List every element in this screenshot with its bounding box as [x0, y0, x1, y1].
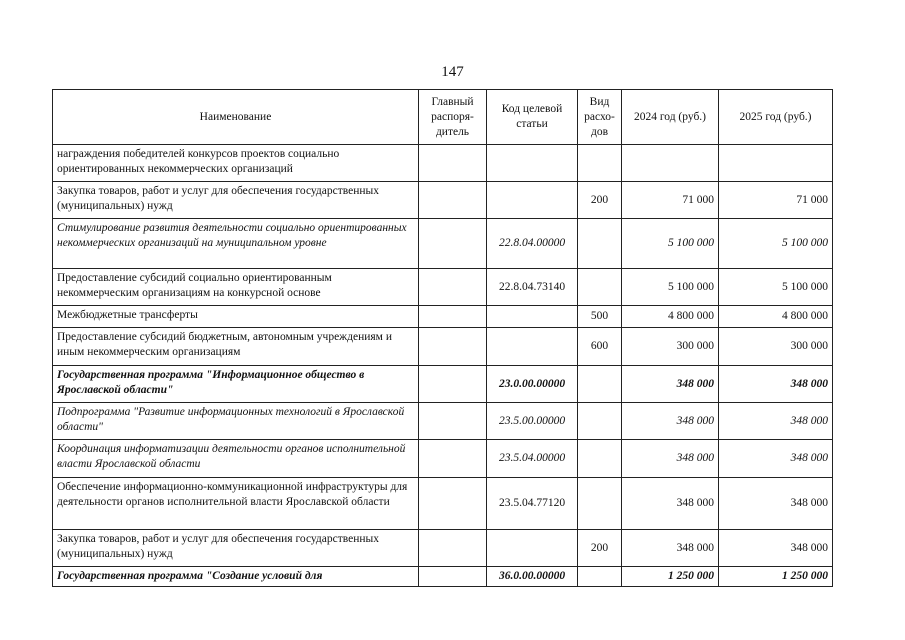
cell-2024: 348 000 [622, 366, 719, 403]
cell-target-code [487, 530, 578, 567]
cell-target-code: 36.0.00.00000 [487, 567, 578, 587]
cell-2025: 348 000 [719, 440, 833, 478]
cell-expense-type: 600 [578, 328, 622, 366]
header-2024: 2024 год (руб.) [622, 90, 719, 145]
cell-main-manager [419, 328, 487, 366]
cell-target-code: 23.0.00.00000 [487, 366, 578, 403]
cell-expense-type [578, 567, 622, 587]
cell-expense-type: 200 [578, 530, 622, 567]
cell-expense-type: 200 [578, 182, 622, 219]
table-row [53, 219, 833, 269]
cell-2025: 300 000 [719, 328, 833, 366]
cell-2025: 348 000 [719, 530, 833, 567]
table-row [53, 269, 833, 306]
cell-2024: 5 100 000 [622, 269, 719, 306]
budget-table [52, 89, 833, 587]
cell-2024: 1 250 000 [622, 567, 719, 587]
cell-main-manager [419, 366, 487, 403]
page-number: 147 [441, 64, 464, 80]
header-target-code: Код целевой статьи [487, 90, 578, 145]
table-row [53, 306, 833, 328]
cell-expense-type [578, 269, 622, 306]
cell-target-code: 23.5.04.00000 [487, 440, 578, 478]
table-row [53, 530, 833, 567]
cell-expense-type [578, 440, 622, 478]
cell-2025: 348 000 [719, 366, 833, 403]
cell-2025: 5 100 000 [719, 219, 833, 269]
cell-name: Межбюджетные трансферты [53, 306, 419, 328]
cell-main-manager [419, 219, 487, 269]
header-2025: 2025 год (руб.) [719, 90, 833, 145]
cell-main-manager [419, 567, 487, 587]
cell-expense-type [578, 366, 622, 403]
table-row [53, 440, 833, 478]
cell-2024: 348 000 [622, 440, 719, 478]
cell-target-code: 22.8.04.00000 [487, 219, 578, 269]
cell-2024: 348 000 [622, 403, 719, 440]
cell-2024: 348 000 [622, 478, 719, 530]
cell-main-manager [419, 478, 487, 530]
table-row [53, 182, 833, 219]
cell-target-code [487, 145, 578, 182]
cell-main-manager [419, 269, 487, 306]
cell-name: Предоставление субсидий бюджетным, автономным учреждениям и иным некоммерческим организациям [53, 328, 419, 366]
cell-target-code: 23.5.04.77120 [487, 478, 578, 530]
cell-2024: 5 100 000 [622, 219, 719, 269]
cell-name: Государственная программа "Создание условий для [53, 567, 419, 587]
cell-2025: 71 000 [719, 182, 833, 219]
table-row [53, 328, 833, 366]
header-main-manager: Главный распоря- дитель [419, 90, 487, 145]
cell-name: Закупка товаров, работ и услуг для обеспечения государственных (муниципальных) нужд [53, 182, 419, 219]
cell-2025: 348 000 [719, 478, 833, 530]
table-row [53, 478, 833, 530]
cell-target-code [487, 328, 578, 366]
cell-target-code [487, 306, 578, 328]
cell-2025: 4 800 000 [719, 306, 833, 328]
table-body [53, 145, 833, 587]
cell-name: Государственная программа "Информационное общество в Ярославской области" [53, 366, 419, 403]
cell-name: Предоставление субсидий социально ориентированным некоммерческим организациям на конкурсной основе [53, 269, 419, 306]
cell-2025: 5 100 000 [719, 269, 833, 306]
cell-2025: 348 000 [719, 403, 833, 440]
cell-2024: 71 000 [622, 182, 719, 219]
cell-target-code: 23.5.00.00000 [487, 403, 578, 440]
table-row [53, 145, 833, 182]
cell-name: Координация информатизации деятельности органов исполнительной власти Ярославской области [53, 440, 419, 478]
cell-expense-type [578, 219, 622, 269]
cell-name: Подпрограмма "Развитие информационных технологий в Ярославской области" [53, 403, 419, 440]
cell-expense-type: 500 [578, 306, 622, 328]
table-header-row [53, 90, 833, 145]
cell-2025 [719, 145, 833, 182]
cell-2024: 348 000 [622, 530, 719, 567]
cell-main-manager [419, 182, 487, 219]
cell-main-manager [419, 440, 487, 478]
cell-2024: 300 000 [622, 328, 719, 366]
cell-expense-type [578, 478, 622, 530]
cell-2025: 1 250 000 [719, 567, 833, 587]
cell-2024 [622, 145, 719, 182]
table-row [53, 403, 833, 440]
cell-name: Обеспечение информационно-коммуникационной инфраструктуры для деятельности органов исполнительной власти Ярославской области [53, 478, 419, 530]
cell-expense-type [578, 403, 622, 440]
cell-main-manager [419, 145, 487, 182]
cell-target-code: 22.8.04.73140 [487, 269, 578, 306]
cell-2024: 4 800 000 [622, 306, 719, 328]
cell-name: Стимулирование развития деятельности социально ориентированных некоммерческих организаций на муниципальном уровне [53, 219, 419, 269]
cell-name: награждения победителей конкурсов проектов социально ориентированных некоммерческих организаций [53, 145, 419, 182]
header-expense-type: Вид расхо- дов [578, 90, 622, 145]
table-row [53, 366, 833, 403]
cell-expense-type [578, 145, 622, 182]
cell-name: Закупка товаров, работ и услуг для обеспечения государственных (муниципальных) нужд [53, 530, 419, 567]
cell-main-manager [419, 306, 487, 328]
header-name: Наименование [53, 90, 419, 145]
cell-main-manager [419, 530, 487, 567]
cell-target-code [487, 182, 578, 219]
table-row [53, 567, 833, 587]
cell-main-manager [419, 403, 487, 440]
